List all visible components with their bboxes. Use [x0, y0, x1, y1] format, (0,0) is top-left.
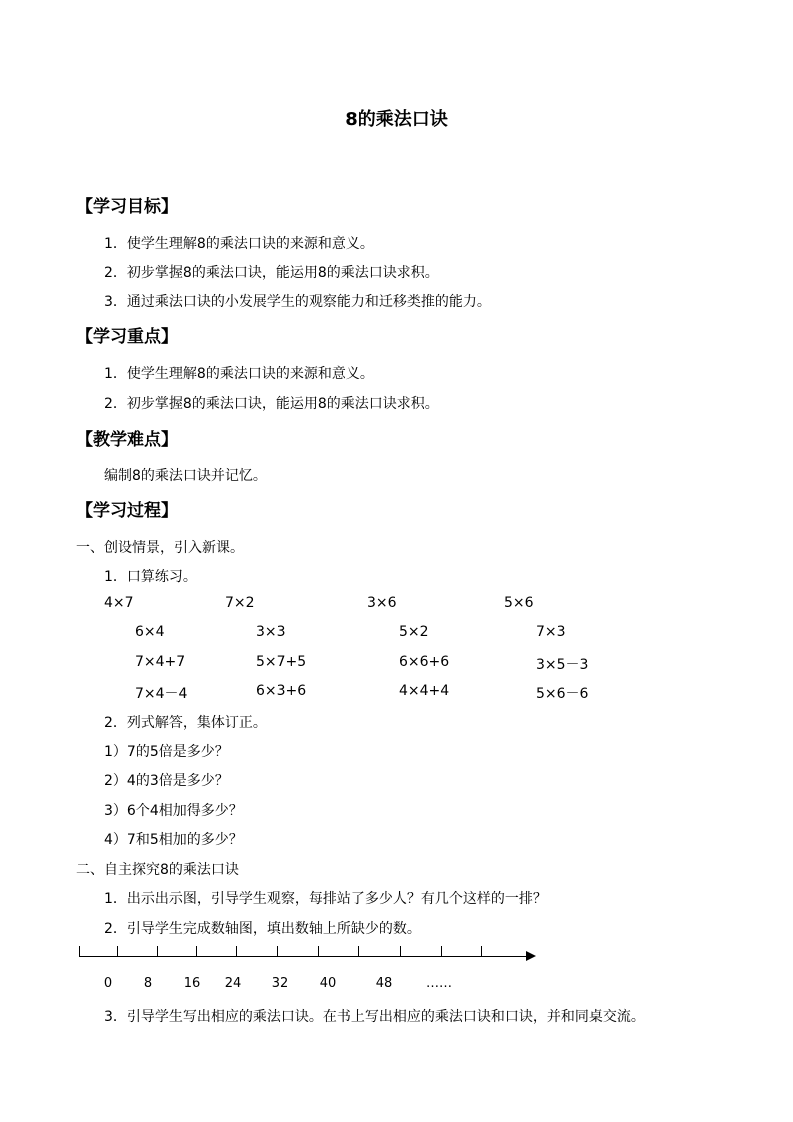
number-line-tick — [481, 946, 482, 956]
number-line-tick — [157, 946, 158, 956]
expression: 6×3+6 — [256, 683, 307, 699]
expression: 5×6 — [504, 595, 534, 611]
part-one-title: 一、创设情景，引入新课。 — [76, 540, 244, 556]
goal-item: 3．通过乘法口诀的小发展学生的观察能力和迁移类推的能力。 — [104, 294, 491, 310]
number-line-tick — [400, 946, 401, 956]
explore-item: 1．出示出示图，引导学生观察，每排站了多少人？有几个这样的一排？ — [104, 891, 547, 907]
expression: 6×6+6 — [399, 654, 450, 670]
number-line-tick — [441, 946, 442, 956]
explore-item: 2．引导学生完成数轴图，填出数轴上所缺少的数。 — [104, 921, 421, 937]
word-problem-label: 2．列式解答，集体订正。 — [104, 715, 267, 731]
question-item: 4）7和5相加的多少？ — [104, 832, 243, 848]
expression: 5×7+5 — [256, 654, 307, 670]
goal-item: 2．初步掌握8的乘法口诀，能运用8的乘法口诀求积。 — [104, 265, 439, 281]
oral-practice-label: 1．口算练习。 — [104, 569, 197, 585]
expression: 5×2 — [399, 624, 429, 640]
expression: 4×4+4 — [399, 683, 450, 699]
expression: 3×6 — [367, 595, 397, 611]
number-line-label: 8 — [143, 976, 153, 991]
number-line-tick — [358, 946, 359, 956]
number-line-label: 0 — [103, 976, 113, 991]
difficulty-heading: 【教学难点】 — [76, 430, 178, 450]
number-line-label: 48 — [375, 976, 393, 991]
expression: 6×4 — [135, 624, 165, 640]
expression: 7×4－4 — [135, 686, 188, 702]
number-line-axis — [79, 956, 527, 957]
expression: 7×2 — [225, 595, 255, 611]
expression: 7×4+7 — [135, 654, 186, 670]
key-point-item: 2．初步掌握8的乘法口诀，能运用8的乘法口诀求积。 — [104, 396, 439, 412]
question-item: 1）7的5倍是多少？ — [104, 744, 229, 760]
question-item: 3）6个4相加得多少？ — [104, 803, 243, 819]
question-item: 2）4的3倍是多少？ — [104, 773, 229, 789]
number-line-ellipsis: …… — [426, 976, 452, 991]
number-line-tick — [236, 946, 237, 956]
page-title: 8的乘法口诀 — [345, 109, 448, 130]
number-line-tick — [318, 946, 319, 956]
number-line-label: 24 — [224, 976, 242, 991]
goal-item: 1．使学生理解8的乘法口诀的来源和意义。 — [104, 236, 374, 252]
key-point-item: 1．使学生理解8的乘法口诀的来源和意义。 — [104, 366, 374, 382]
number-line-tick — [277, 946, 278, 956]
difficulty-text: 编制8的乘法口诀并记忆。 — [104, 468, 267, 484]
number-line-tick — [196, 946, 197, 956]
number-line-label: 40 — [319, 976, 337, 991]
key-points-heading: 【学习重点】 — [76, 327, 178, 347]
number-line-tick — [117, 946, 118, 956]
process-heading: 【学习过程】 — [76, 501, 178, 521]
expression: 7×3 — [536, 624, 566, 640]
expression: 3×5－3 — [536, 657, 589, 673]
goals-heading: 【学习目标】 — [76, 197, 178, 217]
number-line-tick — [79, 946, 80, 956]
number-line-label: 32 — [271, 976, 289, 991]
expression: 5×6－6 — [536, 686, 589, 702]
expression: 3×3 — [256, 624, 286, 640]
explore-item: 3．引导学生写出相应的乘法口诀。在书上写出相应的乘法口诀和口诀，并和同桌交流。 — [104, 1009, 645, 1025]
expression: 4×7 — [104, 595, 134, 611]
part-two-title: 二、自主探究8的乘法口诀 — [76, 862, 239, 878]
number-line-arrow-icon — [526, 951, 536, 961]
number-line-label: 16 — [183, 976, 201, 991]
